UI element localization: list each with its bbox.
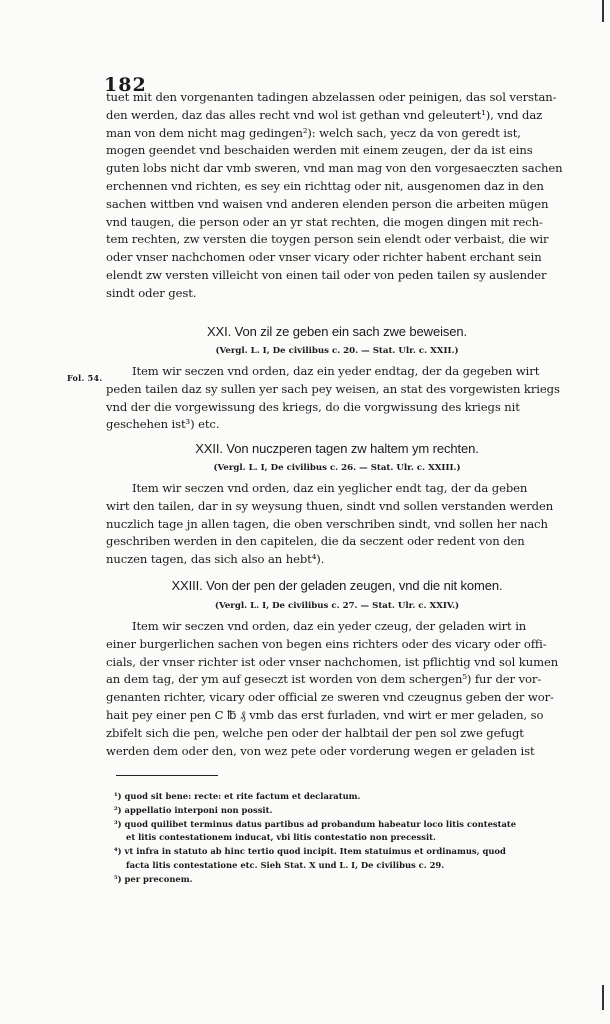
section-heading-xxii: XXII. Von nuczperen tagen zw haltem ym rechten. bbox=[195, 441, 479, 456]
text-line: werden dem oder den, von wez pete oder vorderung wegen er geladen ist bbox=[106, 743, 535, 758]
text-line: oder vnser nachchomen oder vnser vicary oder richter habent erchant sein bbox=[106, 250, 542, 265]
text-line: genanten richter, vicary oder official ze sweren vnd czeugnus geben der wor- bbox=[106, 690, 554, 705]
text-line: nuczlich tage jn allen tagen, die oben verschriben sindt, vnd sollen her nach bbox=[106, 516, 548, 531]
text-block-3 bbox=[106, 480, 568, 569]
text-line: guten lobs nicht dar vmb sweren, vnd man mag von den vorgesaeczten sachen bbox=[106, 161, 563, 176]
page-edge-mark bbox=[602, 985, 604, 1010]
section-heading-xxiii: XXIII. Von der pen der geladen zeugen, vnd die nit komen. bbox=[171, 578, 503, 593]
text-line: vnd taugen, die person oder an yr stat rechten, die mogen dingen mit rech- bbox=[106, 214, 543, 229]
margin-note: Fol. 54. bbox=[67, 373, 103, 383]
text-line: hait pey einer pen C ℔ ₰ vmb das erst furladen, vnd wirt er mer geladen, so bbox=[106, 707, 544, 722]
text-line: sachen wittben vnd waisen vnd anderen elenden person die arbeiten mügen bbox=[106, 196, 549, 211]
text-block-2 bbox=[106, 363, 568, 434]
footnote: ³) quod quilibet terminus datus partibus ad probandum habeatur loco litis contestate bbox=[114, 818, 517, 829]
text-line: den werden, daz das alles recht vnd wol ist gethan vnd geleutert¹), vnd daz bbox=[106, 107, 543, 122]
footnote-continuation: et litis contestationem inducat, vbi litis contestatio non precessit. bbox=[126, 832, 436, 843]
footnote: ¹) quod sit bene: recte: et rite factum et declaratum. bbox=[114, 791, 361, 801]
text-line: tuet mit den vorgenanten tadingen abzelassen oder peinigen, das sol verstan- bbox=[106, 90, 557, 104]
text-line: tem rechten, zw versten die toygen person sein elendt oder verbaist, die wir bbox=[106, 232, 549, 247]
text-line: Item wir seczen vnd orden, daz ein yeder czeug, der geladen wirt in bbox=[132, 619, 527, 633]
text-line: zbifelt sich die pen, welche pen oder der halbtail der pen sol zwe gefugt bbox=[106, 725, 524, 740]
page-number: 182 bbox=[104, 74, 147, 96]
section-reference-xxi: (Vergl. L. I, De civilibus c. 20. — Stat. Ulr. c. XXII.) bbox=[215, 346, 459, 356]
footnote-divider bbox=[116, 775, 218, 776]
text-line: vnd der die vorgewissung des kriegs, do die vorgwissung des kriegs nit bbox=[106, 399, 520, 414]
footnote-continuation: facta litis contestatione etc. Sieh Stat. X und L. I, De civilibus c. 29. bbox=[126, 859, 445, 870]
text-line: einer burgerlichen sachen von begen eins richters oder des vicary oder offi- bbox=[106, 636, 547, 651]
section-reference-xxiii: (Vergl. L. I, De civilibus c. 27. — Stat. Ulr. c. XXIV.) bbox=[214, 601, 460, 611]
text-line: an dem tag, der ym auf geseczt ist worden von dem schergen⁵) fur der vor- bbox=[106, 672, 542, 687]
footnote: ²) appellatio interponi non possit. bbox=[114, 804, 273, 815]
section-heading-xxi: XXI. Von zil ze geben ein sach zwe beweisen. bbox=[206, 324, 468, 339]
text-line: erchennen vnd richten, es sey ein richttag oder nit, ausgenomen daz in den bbox=[106, 178, 544, 193]
text-block-1 bbox=[106, 89, 568, 303]
text-line: cials, der vnser richter ist oder vnser nachchomen, ist pflichtig vnd sol kumen bbox=[106, 654, 559, 669]
text-line: peden tailen daz sy sullen yer sach pey weisen, an stat des vorgewisten kriegs bbox=[106, 381, 560, 396]
footnote: ⁴) vt infra in statuto ab hinc tertio quod incipit. Item statuimus et ordinamus, quod bbox=[114, 846, 506, 857]
text-line: nuczen tagen, das sich also an hebt⁴). bbox=[106, 552, 325, 567]
page-edge-mark bbox=[602, 0, 604, 22]
footnote: ⁵) per preconem. bbox=[114, 873, 193, 884]
section-reference-xxii: (Vergl. L. I, De civilibus c. 26. — Stat. Ulr. c. XXIII.) bbox=[213, 463, 461, 473]
text-line: elendt zw versten villeicht von einen tail oder von peden tailen sy auslender bbox=[106, 267, 547, 282]
text-line: wirt den tailen, dar in sy weysung thuen, sindt vnd sollen verstanden werden bbox=[106, 498, 554, 513]
text-line: geschriben werden in den capitelen, die da seczent oder redent von den bbox=[106, 534, 525, 549]
text-line: Item wir seczen vnd orden, daz ein yeder endtag, der da gegeben wirt bbox=[132, 364, 540, 378]
text-line: Item wir seczen vnd orden, daz ein yeglicher endt tag, der da geben bbox=[132, 481, 528, 495]
text-line: mogen geendet vnd beschaiden werden mit einem zeugen, der da ist eins bbox=[106, 143, 533, 158]
footnotes bbox=[114, 790, 568, 887]
text-line: sindt oder gest. bbox=[106, 285, 197, 300]
text-block-4 bbox=[106, 618, 568, 760]
text-line: geschehen ist³) etc. bbox=[106, 417, 220, 432]
text-line: man von dem nicht mag gedingen²): welch sach, yecz da von geredt ist, bbox=[106, 125, 521, 140]
